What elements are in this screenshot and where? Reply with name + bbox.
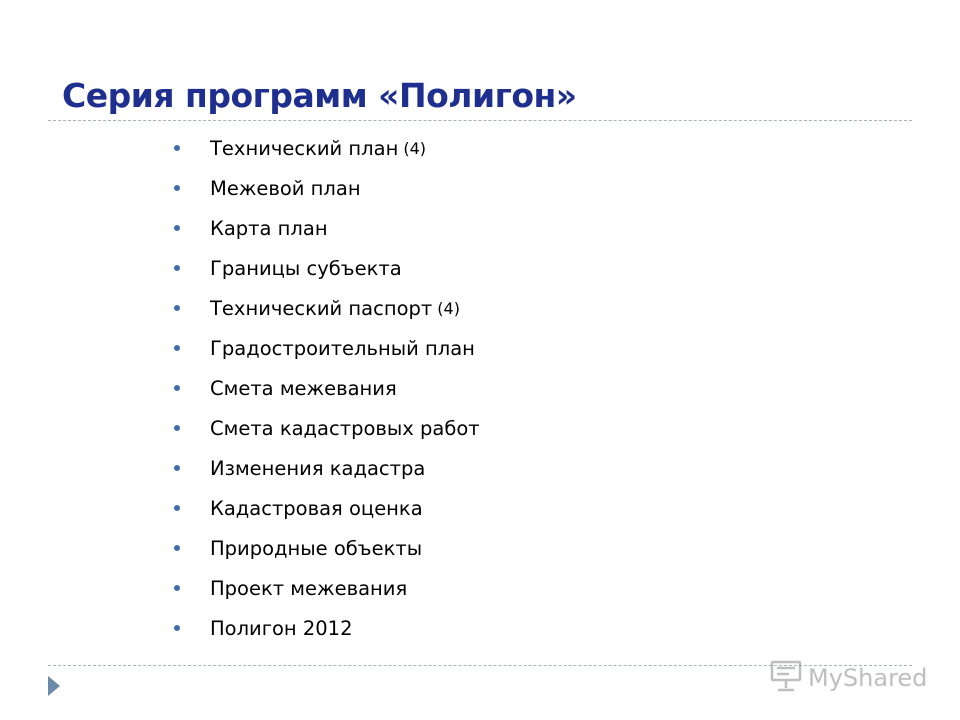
bullet-dot-icon (174, 585, 180, 591)
list-item (174, 568, 485, 608)
bullet-dot-icon (174, 145, 180, 151)
list-item (174, 288, 485, 328)
item-text: Природные объекты (210, 536, 423, 560)
item-text: Проект межевания (210, 576, 408, 600)
list-item (174, 408, 485, 448)
list-item (174, 528, 485, 568)
item-text: Границы субъекта (210, 256, 402, 280)
list-item (174, 488, 485, 528)
watermark-text: MyShared (808, 664, 928, 692)
bullet-dot-icon (174, 385, 180, 391)
list-item (174, 208, 485, 248)
bullet-dot-icon (174, 225, 180, 231)
item-text: Смета кадастровых работ (210, 416, 480, 440)
bullet-dot-icon (174, 465, 180, 471)
list-item (174, 608, 485, 648)
list-item (174, 368, 485, 408)
title-divider (48, 120, 912, 121)
watermark-logo (768, 656, 928, 696)
item-text: Градостроительный план (210, 336, 475, 360)
bullet-dot-icon (174, 625, 180, 631)
list-item (174, 168, 485, 208)
bullet-dot-icon (174, 505, 180, 511)
bullet-dot-icon (174, 305, 180, 311)
bullet-dot-icon (174, 185, 180, 191)
triangle-right-icon[interactable] (48, 676, 60, 696)
bullet-list (174, 128, 485, 648)
item-text: Полигон 2012 (210, 616, 353, 640)
slide-title: Серия программ «Полигон» (62, 76, 577, 115)
item-text: Смета межевания (210, 376, 397, 400)
item-text: Карта план (210, 216, 328, 240)
bullet-dot-icon (174, 545, 180, 551)
item-text: Кадастровая оценка (210, 496, 423, 520)
item-note: (4) (437, 298, 460, 318)
bullet-dot-icon (174, 345, 180, 351)
list-item (174, 448, 485, 488)
item-note: (4) (403, 138, 427, 158)
bullet-dot-icon (174, 425, 180, 431)
item-text: Изменения кадастра (210, 456, 426, 480)
presentation-board-icon (772, 662, 800, 690)
list-item (174, 128, 485, 168)
item-text: Технический план (210, 136, 399, 160)
list-item (174, 328, 485, 368)
item-text: Межевой план (210, 176, 361, 200)
item-text: Технический паспорт (210, 296, 433, 320)
bullet-dot-icon (174, 265, 180, 271)
list-item (174, 248, 485, 288)
